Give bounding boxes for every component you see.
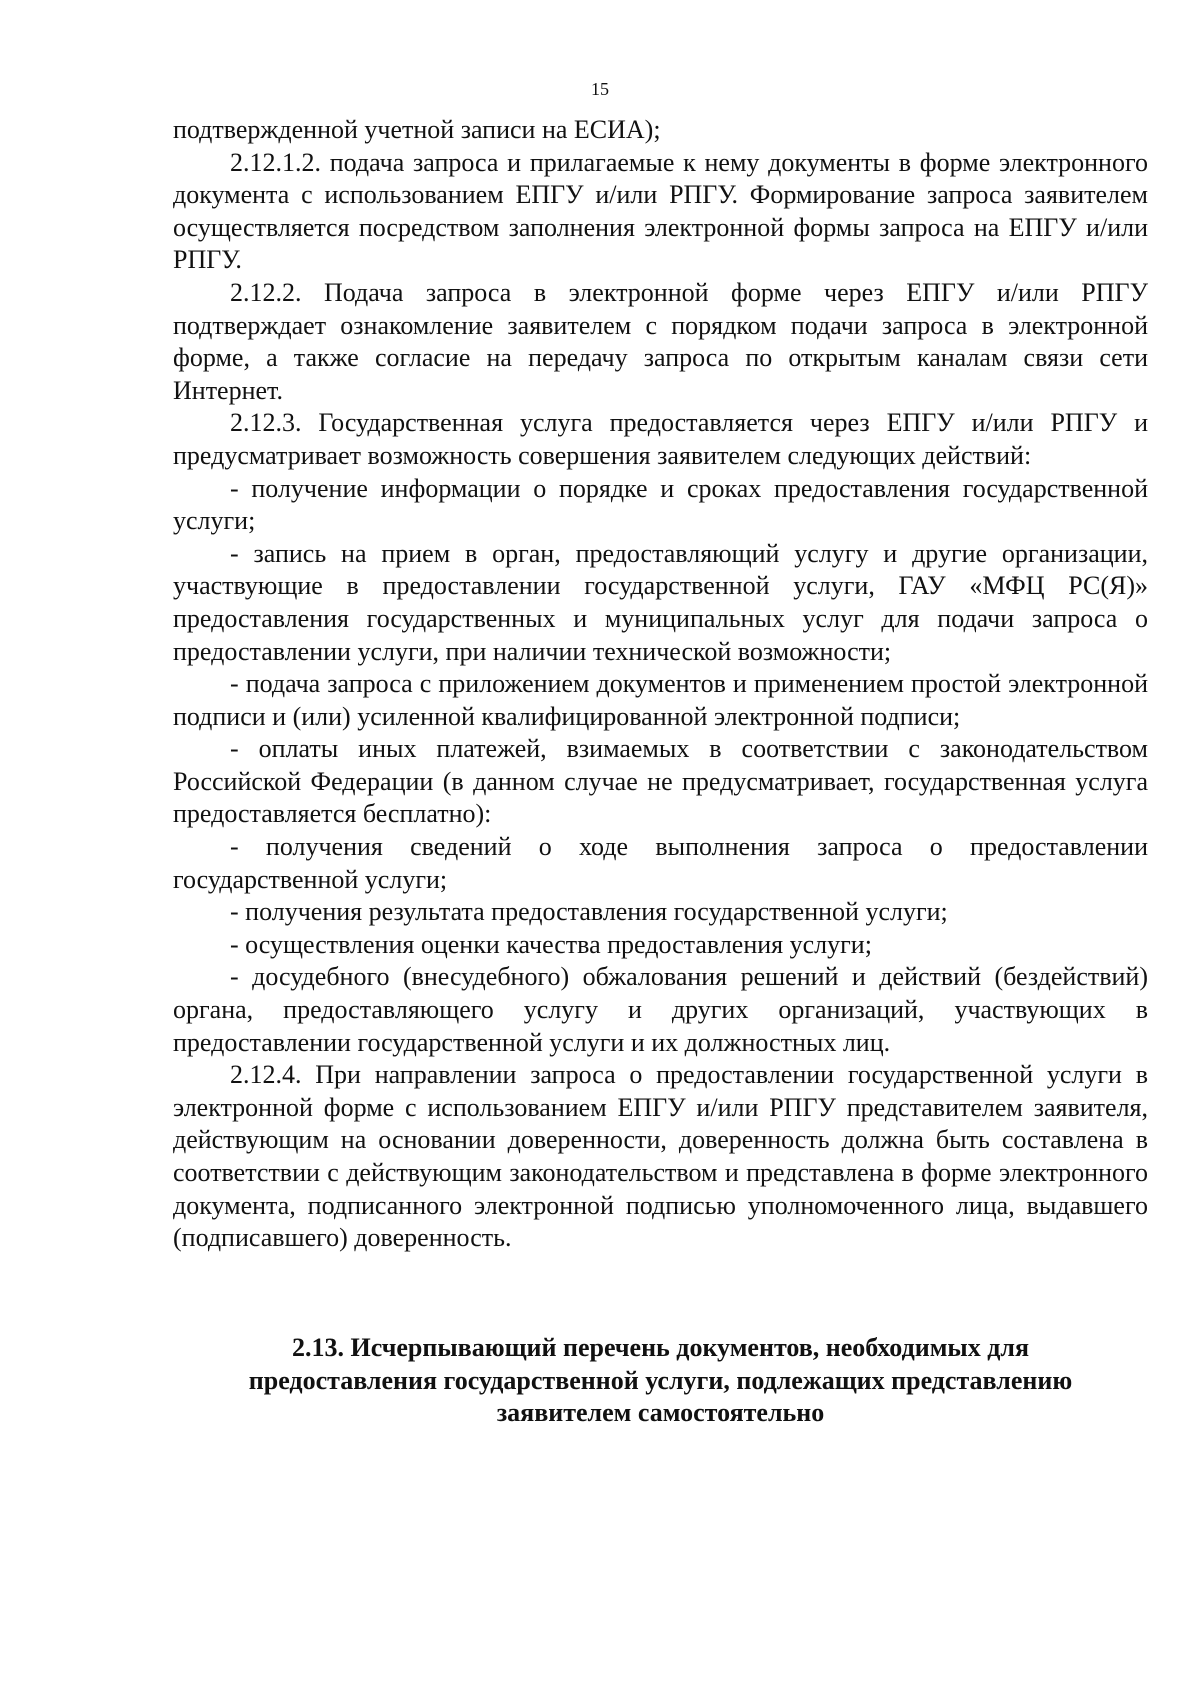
list-item-result: - получения результата предоставления государственной услуги; xyxy=(230,897,948,927)
section-heading-2-13 xyxy=(173,1332,1148,1430)
list-item-submit-request: - подача запроса с приложением документов и применением простой электронной подписи и (или) усиленной квалифицированной электронной подписи; xyxy=(173,669,1148,731)
list-item-quality-assessment: - осуществления оценки качества предоставления услуги; xyxy=(230,929,872,959)
page-number: 15 xyxy=(591,79,609,99)
heading-line: предоставления государственной услуги, подлежащих представлению xyxy=(248,1365,1073,1395)
document-body xyxy=(173,114,1148,1255)
paragraph-2-12-2: 2.12.2. Подача запроса в электронной форме через ЕПГУ и/или РПГУ подтверждает ознакомление заявителем с порядком подачи запроса в электронной форме, а также согласие на передачу запроса по открытым каналам связи сети Интернет. xyxy=(173,277,1148,405)
list-item-appeal: - досудебного (внесудебного) обжалования решений и действий (бездействий) органа, предоставляющего услугу и других организаций, участвующих в предоставлении государственной услуги и их должностных лиц. xyxy=(173,962,1148,1057)
heading-line: 2.13. Исчерпывающий перечень документов, необходимых для xyxy=(291,1333,1030,1362)
heading-line: заявителем самостоятельно xyxy=(496,1398,825,1428)
paragraph-2-12-4: 2.12.4. При направлении запроса о предоставлении государственной услуги в электронной форме с использованием ЕПГУ и/или РПГУ представителем заявителя, действующим на основании доверенности, доверенность должна быть составлена в соответствии с действующим законодательством и представлена в форме электронного документа, подписанного электронной подписью уполномоченного лица, выдавшего (подписавшего) доверенность. xyxy=(173,1060,1148,1253)
paragraph-esia-continuation: подтвержденной учетной записи на ЕСИА); xyxy=(173,115,661,144)
paragraph-2-12-1-2: 2.12.1.2. подача запроса и прилагаемые к нему документы в форме электронного документа с использованием ЕПГУ и/или РПГУ. Формирование запроса заявителем осуществляется посредством заполнения электронной формы запроса на ЕПГУ и/или РПГУ. xyxy=(173,147,1148,275)
paragraph-2-12-3: 2.12.3. Государственная услуга предоставляется через ЕПГУ и/или РПГУ и предусматривает возможность совершения заявителем следующих действий: xyxy=(173,408,1148,470)
list-item-appointment: - запись на прием в орган, предоставляющий услугу и другие организации, участвующие в предоставлении государственной услуги, ГАУ «МФЦ РС(Я)» предоставления государственных и муниципальных услуг для подачи запроса о предоставлении услуги, при наличии технической возможности; xyxy=(173,538,1148,666)
list-item-information: - получение информации о порядке и сроках предоставления государственной услуги; xyxy=(173,473,1148,536)
list-item-payments: - оплаты иных платежей, взимаемых в соответствии с законодательством Российской Федерации (в данном случае не предусматривает, государственная услуга предоставляется бесплатно): xyxy=(173,734,1148,829)
list-item-status-info: - получения сведений о ходе выполнения запроса о предоставлении государственной услуги; xyxy=(173,832,1148,894)
